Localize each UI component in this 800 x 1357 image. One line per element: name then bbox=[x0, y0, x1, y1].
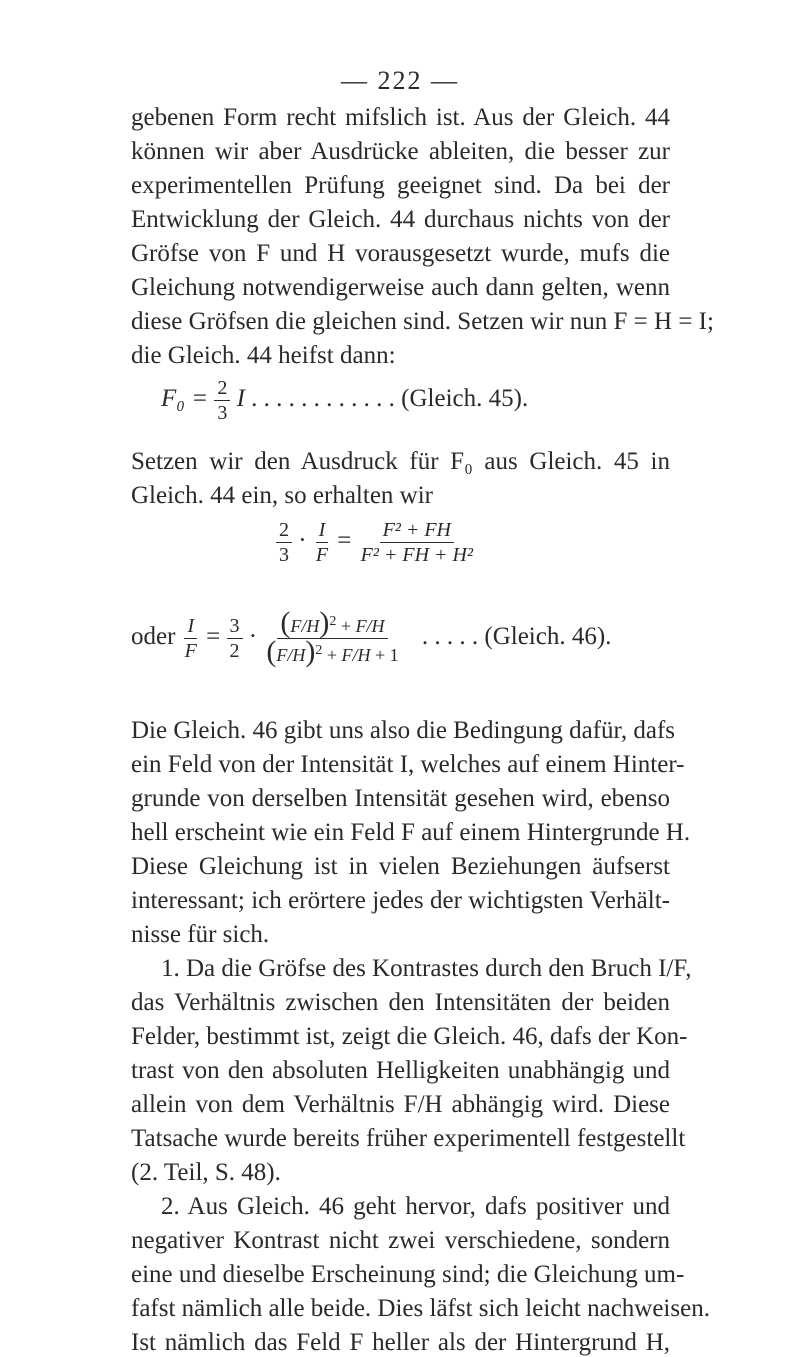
page-number: — 222 — bbox=[341, 66, 459, 95]
equation-46: oder $\frac{I}{F}$ = $\frac{3}{2}$ · $\frac{(F/H)^2 + F/H}{(F/H)^2 + F/H + 1}$ . . . . . (Gleich. 46). bbox=[131, 606, 612, 668]
text-line: Setzen wir den Ausdruck für F₀ aus Gleich. 45 in bbox=[131, 448, 670, 475]
text-line: diese Gröfsen die gleichen sind. Setzen wir nun F = H = I; bbox=[131, 308, 714, 335]
text-line: hell erscheint wie ein Feld F auf einem Hintergrunde H. bbox=[131, 819, 691, 846]
text-line: Gleichung notwendigerweise auch dann gelten, wenn bbox=[131, 274, 670, 301]
text-line: das Verhältnis zwischen den Intensitäten der beiden bbox=[131, 989, 670, 1016]
text-line: trast von den absoluten Helligkeiten unabhängig und bbox=[131, 1057, 670, 1084]
text-line: allein von dem Verhältnis F/H abhängig wird. Diese bbox=[131, 1091, 670, 1118]
text-line: Felder, bestimmt ist, zeigt die Gleich. 46, dafs der Kon- bbox=[131, 1023, 688, 1050]
text-line: grunde von derselben Intensität gesehen wird, ebenso bbox=[131, 785, 670, 812]
text-line: interessant; ich erörtere jedes der wichtigsten Verhält- bbox=[131, 887, 670, 914]
text-line: gebenen Form recht mifslich ist. Aus der Gleich. 44 bbox=[131, 104, 670, 131]
text-line: Tatsache wurde bereits früher experimentell festgestellt bbox=[131, 1125, 686, 1152]
text-line: Gleich. 44 ein, so erhalten wir bbox=[131, 482, 433, 509]
text-line: Die Gleich. 46 gibt uns also die Bedingung dafür, dafs bbox=[131, 717, 676, 744]
text-line: 1. Da die Gröfse des Kontrastes durch den Bruch I/F, bbox=[161, 955, 692, 982]
text-line: eine und dieselbe Erscheinung sind; die Gleichung um- bbox=[131, 1261, 685, 1288]
text-line: ein Feld von der Intensität I, welches auf einem Hinter- bbox=[131, 751, 685, 778]
text-line: nisse für sich. bbox=[131, 921, 270, 948]
text-line: Gröfse von F und H vorausgesetzt wurde, mufs die bbox=[131, 240, 670, 267]
text-line: (2. Teil, S. 48). bbox=[131, 1159, 281, 1186]
text-line: Entwicklung der Gleich. 44 durchaus nichts von der bbox=[131, 206, 670, 233]
text-line: negativer Kontrast nicht zwei verschiedene, sondern bbox=[131, 1227, 670, 1254]
text-line: Ist nämlich das Feld F heller als der Hintergrund H, bbox=[131, 1329, 670, 1356]
equation-intermediate: $\frac{2}{3}$ · $\frac{I}{F}$ = $\frac{\text{F² + FH}}{\text{F² + FH + H²}}$ bbox=[276, 518, 476, 567]
text-line: fafst nämlich alle beide. Dies läfst sich leicht nachweisen. bbox=[131, 1295, 710, 1322]
text-line: die Gleich. 44 heifst dann: bbox=[131, 342, 396, 369]
text-line: experimentellen Prüfung geeignet sind. Da bei der bbox=[131, 172, 670, 199]
text-line: Diese Gleichung ist in vielen Beziehungen äufserst bbox=[131, 853, 670, 880]
text-line: können wir aber Ausdrücke ableiten, die besser zur bbox=[131, 138, 670, 165]
text-line: 2. Aus Gleich. 46 geht hervor, dafs positiver und bbox=[161, 1193, 670, 1220]
equation-45: F₀ = $\frac{2}{3}$ I . . . . . . . . . . . . (Gleich. 45). bbox=[161, 377, 529, 424]
